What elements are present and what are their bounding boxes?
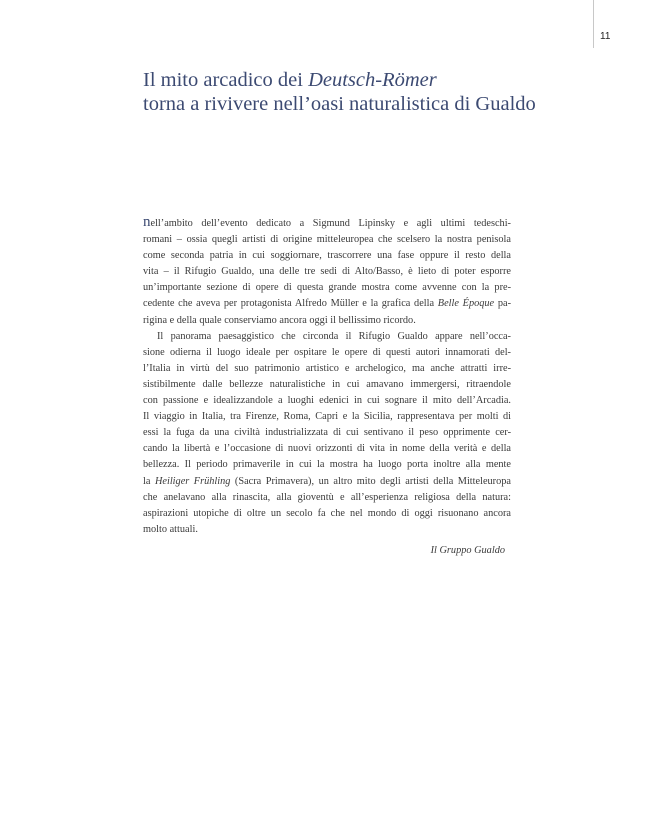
text-line: essi la fuga da una civiltà industrializzata di cui sentivano il peso opprimente cer- <box>143 427 511 439</box>
text-line: cando la libertà e l’occasione di nuovi orizzonti di vita in nome della verità e della <box>143 443 511 455</box>
page-number: 11 <box>600 31 611 42</box>
text-line: nell’ambito dell’evento dedicato a Sigmund Lipinsky e agli ultimi tedeschi- <box>143 214 511 230</box>
italic-term: Heiliger Frühling <box>154 475 231 487</box>
text-line: Il viaggio in Italia, tra Firenze, Roma, Capri e la Sicilia, rappresentava per molti di <box>143 411 511 423</box>
text-line: romani – ossia quegli artisti di origine mitteleuropea che scelsero la nostra penisola <box>143 234 511 246</box>
text-line: bellezza. Il periodo primaverile in cui la mostra ha luogo porta inoltre alla mente <box>143 459 511 471</box>
paragraph-2 <box>143 329 511 538</box>
article-body <box>143 216 511 538</box>
title-italic: Deutsch-Römer <box>308 69 437 91</box>
italic-term: Belle Époque <box>437 298 495 310</box>
text-line: che anelavano alla rinascita, alla gioventù e all’esperienza religiosa della natura: <box>143 491 511 503</box>
text-line: rigina e della quale conserviamo ancora oggi il bellissimo ricordo. <box>143 314 416 326</box>
title-prefix: Il mito arcadico dei <box>143 69 309 91</box>
paragraph-1 <box>143 216 511 329</box>
text-line: con passione e idealizzandole a luoghi edenici in cui sognare il mito dell’Arcadia. <box>143 395 511 407</box>
text-line: come seconda patria in cui soggiornare, trascorrere una fase oppure il resto della <box>143 250 511 262</box>
text-line: un’importante sezione di opere di questa grande mostra come avvenne con la pre- <box>143 282 511 294</box>
signature: Il Gruppo Gualdo <box>430 545 505 556</box>
header-rule <box>593 0 594 48</box>
text-line: aspirazioni utopiche di oltre un secolo fa che nel mondo di oggi risuonano ancora <box>143 507 511 519</box>
text-line: Il panorama paesaggistico che circonda il Rifugio Gualdo appare nell’occa- <box>157 330 511 342</box>
text-line: sione odierna il luogo ideale per ospitare le opere di questi autori innamorati del- <box>143 346 511 358</box>
article-title <box>143 68 543 116</box>
drop-cap: n <box>143 214 151 230</box>
text-line: vita – il Rifugio Gualdo, una delle tre sedi di Alto/Basso, è lieto di poter esporre <box>143 266 511 278</box>
text-line: cedente che aveva per protagonista Alfredo Müller e la grafica della Belle Époque pa- <box>143 298 511 310</box>
text-line: la Heiliger Frühling (Sacra Primavera), un altro mito degli artisti della Mitteleuropa <box>143 475 511 487</box>
text-line: molto attuali. <box>143 523 198 535</box>
title-line-1 <box>143 68 543 92</box>
text-line: l’Italia in virtù del suo patrimonio artistico e archelogico, ma anche attratti irre- <box>143 362 511 374</box>
text-line: sistibilmente dalle bellezze naturalistiche in cui amavano immergersi, ritraendole <box>143 378 511 390</box>
title-line-2: torna a rivivere nell’oasi naturalistica di Gualdo <box>143 93 536 115</box>
